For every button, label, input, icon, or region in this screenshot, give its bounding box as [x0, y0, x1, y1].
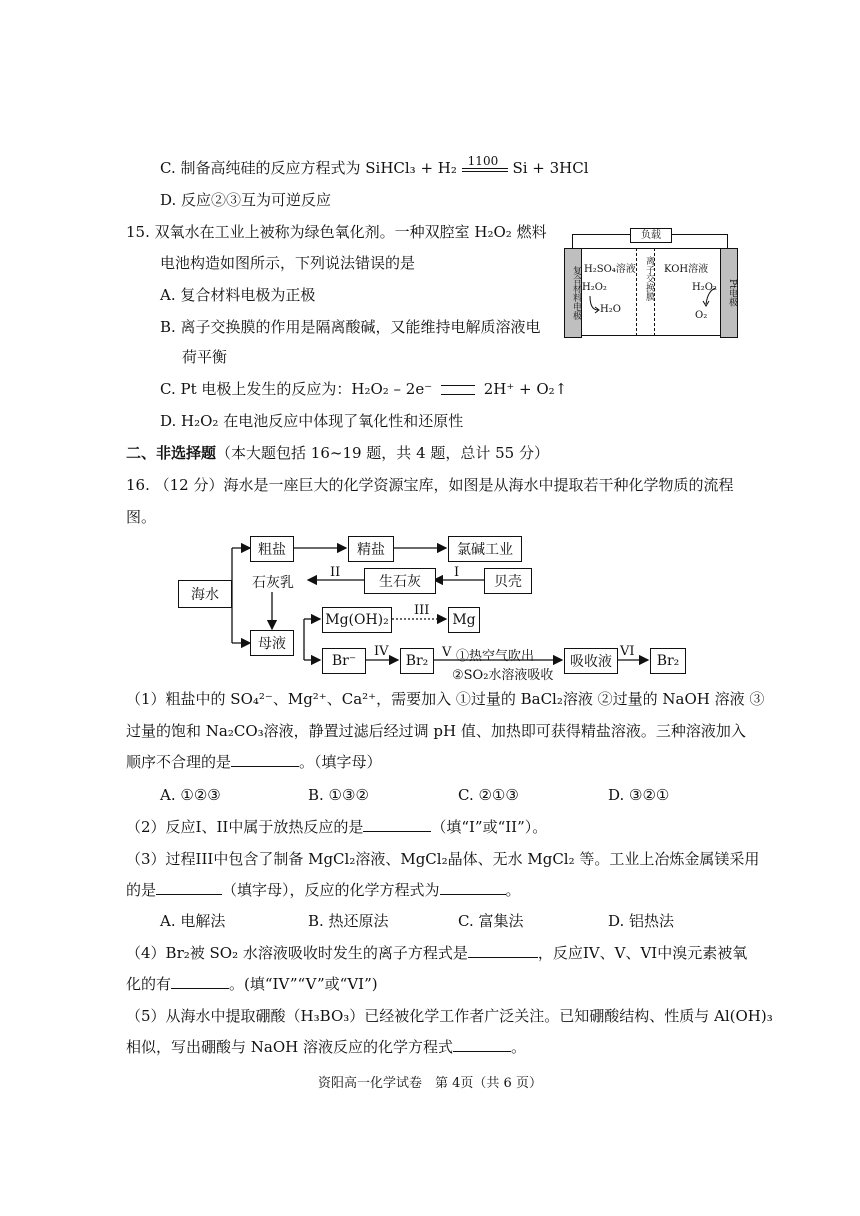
q16-part1-prompt: 顺序不合理的是 [126, 753, 232, 771]
step5-note-2: ②SO₂水溶液吸收 [452, 668, 554, 683]
condition-label: 1100 [467, 154, 499, 168]
q15-option-b-line1: B. 离子交换膜的作用是隔离酸碱，又能维持电解质溶液电 [160, 318, 541, 336]
box-chlor-alkali: 氯碱工业 [448, 536, 522, 562]
membrane-label: 离子交换膜 [644, 256, 654, 301]
step-label-2: II [330, 565, 341, 580]
q16-part2-prompt: （2）反应I、II中属于放热反应的是 [126, 818, 364, 836]
q14-option-c [160, 156, 589, 180]
q16-part3-line1: （3）过程III中包含了制备 MgCl₂溶液、MgCl₂晶体、无水 MgCl₂ 等。工业上冶炼金属镁采用 [126, 850, 760, 868]
q16-stem-line2: 图。 [126, 508, 157, 526]
q16-part3-option-c: C. 富集法 [458, 912, 524, 930]
q16-part3-option-b: B. 热还原法 [308, 912, 389, 930]
q16-part4-prompt2: 化的有 [126, 975, 172, 993]
q16-part3-prompt: 的是 [126, 881, 157, 899]
box-seawater: 海水 [178, 580, 232, 608]
box-mother-liquor: 母液 [250, 630, 294, 656]
right-product: O₂ [695, 310, 708, 321]
step-label-6: VI [620, 644, 635, 659]
q16-part1-option-b: B. ①③② [308, 786, 369, 804]
q16-part1-option-c: C. ②①③ [458, 786, 519, 804]
condition-equals [462, 154, 508, 179]
q16-part3-option-d: D. 铝热法 [608, 912, 675, 930]
q16-part1-option-d: D. ③②① [608, 786, 670, 804]
q16-part4-suffix: 。(填“IV”“V”或“VI”) [229, 975, 378, 993]
q16-part1-line3 [126, 750, 382, 774]
q16-part1-line2: 过量的饱和 Na₂CO₃溶液，静置过滤后经过调 pH 值、加热即可获得精盐溶液。三种溶液加入 [126, 722, 746, 740]
label-limewater: 石灰乳 [252, 575, 294, 591]
reaction-arrows [560, 224, 740, 336]
fuel-cell-diagram [560, 224, 740, 336]
answer-blank-6[interactable] [171, 972, 229, 989]
q15-option-b-line2: 荷平衡 [182, 348, 228, 366]
step-label-1: I [454, 565, 460, 580]
q14-option-c-tail: Si + 3HCl [512, 159, 589, 177]
q16-stem-line1: 16. （12 分）海水是一座巨大的化学资源宝库，如图是从海水中提取若干种化学物质的流程 [126, 476, 734, 494]
box-refined-salt: 精盐 [348, 536, 394, 562]
box-br-ion: Br⁻ [322, 648, 366, 674]
right-reactant: H₂O₂ [692, 282, 717, 293]
q16-part5-prompt: 相似，写出硼酸与 NaOH 溶液反应的化学方程式 [126, 1038, 453, 1056]
q14-option-c-text: C. 制备高纯硅的反应方程式为 SiHCl₃ + H₂ [160, 159, 457, 177]
q15-option-a: A. 复合材料电极为正极 [160, 286, 316, 304]
q15-option-c-lhs: C. Pt 电极上发生的反应为：H₂O₂ – 2e⁻ [160, 380, 433, 398]
step-label-5: V [442, 645, 452, 660]
section2-note: （本大题包括 16~19 题，共 4 题，总计 55 分） [216, 444, 549, 462]
q16-part1-option-a: A. ①②③ [160, 786, 221, 804]
box-br2: Br₂ [400, 648, 434, 674]
answer-blank-3[interactable] [156, 878, 222, 895]
q16-part4-line1 [126, 941, 747, 965]
q16-part4-prompt: （4）Br₂被 SO₂ 水溶液吸收时发生的离子方程式是 [126, 944, 468, 962]
q16-part1-line1: （1）粗盐中的 SO₄²⁻、Mg²⁺、Ca²⁺，需要加入 ①过量的 BaCl₂溶液 ②过量的 NaOH 溶液 ③ [126, 690, 765, 708]
step5-note-1: ①热空气吹出 [456, 649, 535, 664]
box-mg: Mg [448, 607, 480, 633]
box-mgoh2: Mg(OH)₂ [322, 607, 392, 633]
answer-blank-2[interactable] [363, 815, 431, 832]
right-electrode: Pt电极 [720, 248, 738, 338]
answer-blank-4[interactable] [440, 878, 506, 895]
q15-option-d: D. H₂O₂ 在电池反应中体现了氧化性和还原性 [160, 412, 464, 430]
q16-part1-suffix: 。（填字母） [299, 753, 382, 771]
q14-option-d: D. 反应②③互为可逆反应 [160, 191, 332, 209]
q16-part2-suffix: （填“I”或“II”）。 [431, 818, 548, 836]
answer-blank-5[interactable] [468, 941, 538, 958]
box-br2-final: Br₂ [650, 648, 686, 674]
q15-option-c [160, 377, 567, 401]
section2-title: 二、非选择题 [126, 444, 217, 462]
right-solution-label: KOH溶液 [664, 264, 709, 275]
box-shells: 贝壳 [484, 568, 532, 594]
q15-option-c-rhs: 2H⁺ + O₂↑ [483, 380, 568, 398]
left-reactant: H₂O₂ [582, 282, 607, 293]
box-absorbent: 吸收液 [564, 648, 618, 674]
q16-part3-option-a: A. 电解法 [160, 912, 226, 930]
q16-part5-line2 [126, 1035, 526, 1059]
q16-part5-suffix: 。 [510, 1038, 526, 1056]
equals-sign [441, 385, 475, 395]
q16-part4-mid: ，反应IV、V、VI中溴元素被氧 [537, 944, 748, 962]
q16-part5-line1: （5）从海水中提取硼酸（H₃BO₃）已经被化学工作者广泛关注。已知硼酸结构、性质与 Al(OH)₃ [126, 1007, 773, 1025]
left-electrode: 复合材料电极 [564, 248, 582, 338]
page-footer: 资阳高一化学试卷 第 4页（共 6 页） [318, 1076, 542, 1091]
box-quicklime: 生石灰 [364, 568, 436, 594]
left-solution-label: H₂SO₄溶液 [584, 264, 636, 275]
q16-part3-mid: （填字母），反应的化学方程式为 [222, 881, 440, 899]
box-crude-salt: 粗盐 [250, 536, 294, 562]
step-label-4: IV [374, 644, 389, 659]
answer-blank-7[interactable] [453, 1035, 511, 1052]
answer-blank-1[interactable] [231, 750, 299, 767]
load-box: 负载 [630, 228, 672, 243]
q16-part3-suffix: 。 [505, 881, 521, 899]
q16-part2 [126, 815, 547, 839]
left-product: H₂O [600, 304, 621, 315]
q15-stem-line2: 电池构造如图所示，下列说法错误的是 [160, 254, 416, 272]
section2-heading [126, 441, 549, 465]
q16-part4-line2 [126, 972, 378, 996]
q16-part3-line2 [126, 878, 521, 902]
step-label-3: III [414, 603, 430, 618]
q15-stem-line1: 15. 双氧水在工业上被称为绿色氧化剂。一种双腔室 H₂O₂ 燃料 [126, 223, 547, 241]
